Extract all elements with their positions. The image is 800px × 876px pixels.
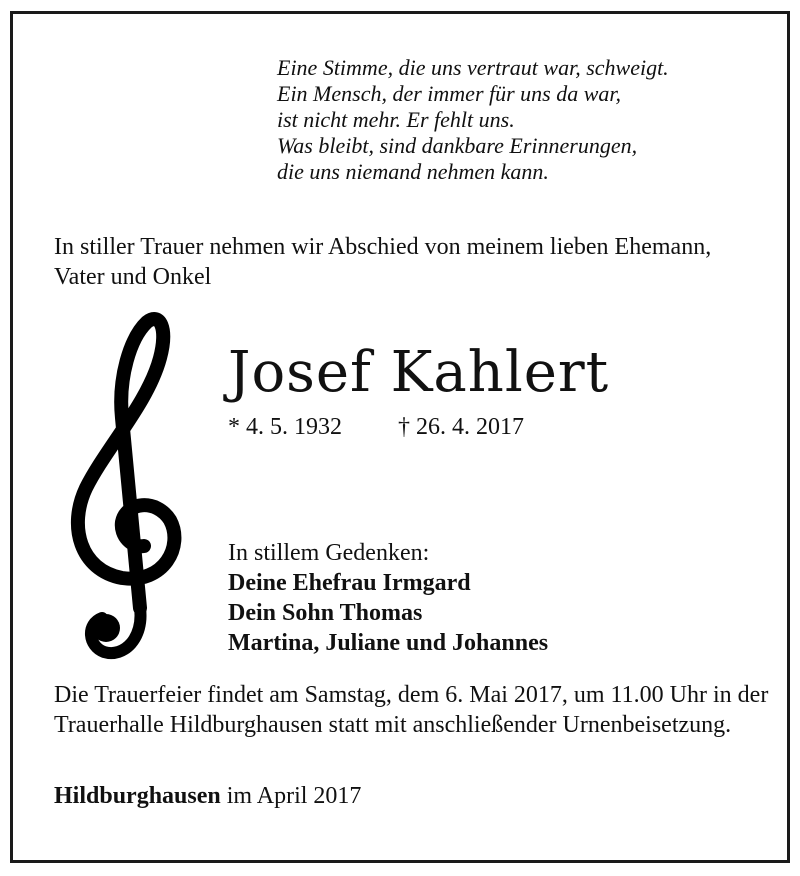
- memorial-section: [228, 538, 548, 658]
- birth-date: * 4. 5. 1932: [228, 414, 342, 440]
- death-date: † 26. 4. 2017: [398, 414, 524, 440]
- poem-line: Ein Mensch, der immer für uns da war,: [277, 81, 622, 106]
- deceased-name: Josef Kahlert: [228, 340, 610, 405]
- closing-line: [54, 781, 361, 811]
- poem-verse: [277, 55, 669, 185]
- closing-date: im April 2017: [226, 783, 362, 809]
- closing-place: Hildburghausen: [54, 783, 221, 809]
- memorial-heading: In stillem Gedenken:: [228, 540, 430, 566]
- life-dates: [228, 412, 524, 442]
- poem-line: ist nicht mehr. Er fehlt uns.: [277, 107, 515, 132]
- poem-line: Was bleibt, sind dankbare Erinnerungen,: [277, 133, 638, 158]
- mourner-name: Dein Sohn Thomas: [228, 600, 423, 626]
- poem-line: die uns niemand nehmen kann.: [277, 159, 549, 184]
- mourner-name: Deine Ehefrau Irmgard: [228, 570, 471, 596]
- intro-text: In stiller Trauer nehmen wir Abschied von meinem lieben Ehemann, Vater und Onkel: [54, 234, 712, 290]
- treble-clef-icon: [52, 308, 202, 668]
- service-details: Die Trauerfeier findet am Samstag, dem 6. Mai 2017, um 11.00 Uhr in der Trauerhalle Hildburghausen statt mit anschließender Urnenbeisetzung.: [54, 682, 769, 738]
- mourner-name: Martina, Juliane und Johannes: [228, 630, 549, 656]
- poem-line: Eine Stimme, die uns vertraut war, schweigt.: [277, 55, 669, 80]
